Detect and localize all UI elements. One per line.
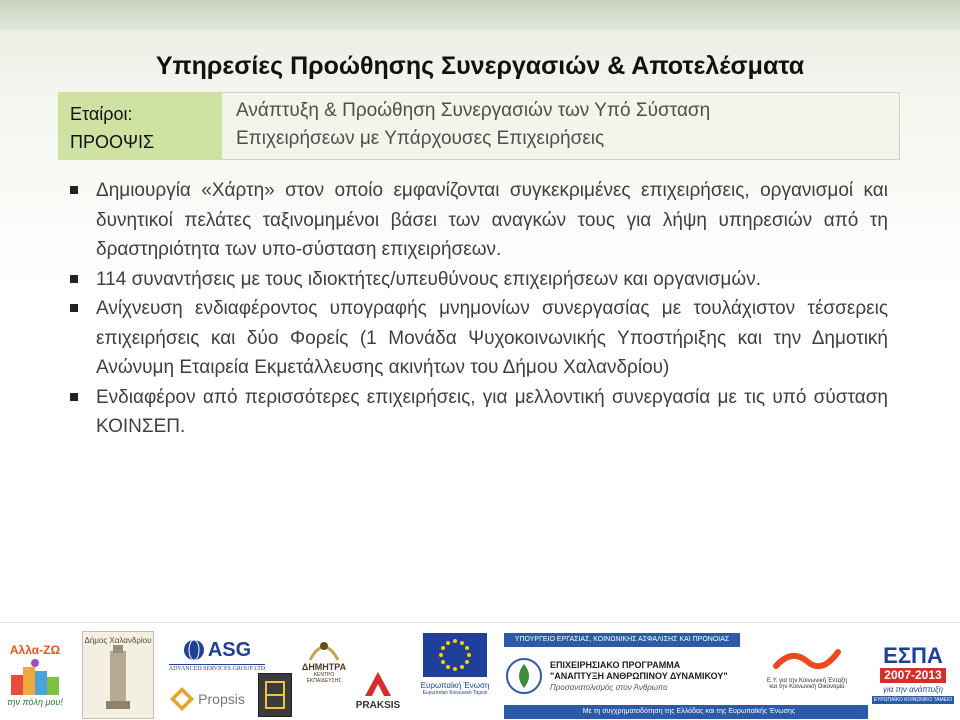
ey-swoosh-icon <box>772 644 842 678</box>
bullet-item <box>70 383 888 442</box>
asg-name: ASG <box>207 638 252 661</box>
partners-description-line1: Ανάπτυξη & Προώθηση Συνεργασιών των Υπό Σύσταση <box>236 100 711 121</box>
program-line3: Προσανατολισμός στον Άνθρωπο <box>550 682 668 692</box>
bullet-text: 114 συναντήσεις με τους ιδιοκτήτες/υπευθύνους επιχειρήσεων και οργανισμών. <box>96 268 761 290</box>
ministry-bar <box>504 633 740 647</box>
dimos-label: Δήμος Χαλανδρίου <box>84 636 152 645</box>
ey-line1: Ε.Υ. για την Κοινωνική Ένταξη <box>766 678 848 684</box>
espa-name: ΕΣΠΑ <box>883 643 943 668</box>
partners-label <box>58 92 222 160</box>
partners-description <box>236 97 886 153</box>
partner-mark-icon <box>262 678 288 712</box>
bullet-item <box>70 294 888 383</box>
dimitra-mark-icon <box>306 634 342 662</box>
allazo-title: Αλλα-ΖΩ <box>9 643 61 657</box>
bullet-list <box>70 176 888 442</box>
dimitra-name: ΔΗΜΗΤΡΑ <box>301 662 347 672</box>
propsis-mark-icon <box>169 686 195 712</box>
cofinance-bar <box>504 705 874 719</box>
espa-years: 2007-2013 <box>880 668 945 683</box>
dimitra-logo <box>298 631 350 687</box>
slide-title: Υπηρεσίες Προώθησης Συνεργασιών & Αποτελέσματα <box>155 52 805 80</box>
espa-fund: ΕΥΡΩΠΑΪΚΟ ΚΟΙΝΩΝΙΚΟ ΤΑΜΕΙΟ <box>873 697 953 703</box>
monument-icon <box>96 645 140 711</box>
eu-flag-icon <box>423 633 487 677</box>
square-partner-logo <box>258 673 292 717</box>
praksis-name: PRAKSIS <box>355 699 401 711</box>
partners-description-line2: Επιχειρήσεων με Υπάρχουσες Επιχειρήσεις <box>236 128 605 149</box>
praksis-mark-icon <box>361 670 395 700</box>
eu-label: Ευρωπαϊκή Ένωση <box>420 681 490 690</box>
espa-logo <box>868 629 958 719</box>
dimos-chalandriou-logo <box>82 631 154 719</box>
program-block <box>504 651 740 701</box>
bullet-text: Δημιουργία «Χάρτη» στον οποίο εμφανίζονται συγκεκριμένες επιχειρήσεις, οργανισμοί και δυνητικοί πελάτες ταξινομημένοι βάσει των αναγκών τους για λήψη υπηρεσιών από τη δραστηριότητα των υπο-σύσταση επιχειρήσεων. <box>96 180 888 260</box>
city-houses-icon <box>9 657 61 697</box>
top-decor-stripe <box>0 0 960 30</box>
square-bullet-icon <box>70 393 78 401</box>
footer-logos <box>0 622 960 720</box>
square-bullet-icon <box>70 275 78 283</box>
espa-slogan: για την ανάπτυξη <box>882 685 944 694</box>
program-text <box>550 660 728 693</box>
propsis-logo <box>166 681 248 717</box>
program-line2: "ΑΝΑΠΤΥΞΗ ΑΝΘΡΩΠΙΝΟΥ ΔΥΝΑΜΙΚΟΥ" <box>550 670 728 681</box>
propsis-name: Propsis <box>198 691 245 707</box>
square-bullet-icon <box>70 186 78 194</box>
asg-subtitle: ADVANCED SERVICES GROUP LTD <box>168 665 266 672</box>
ministry-text: ΥΠΟΥΡΓΕΙΟ ΕΡΓΑΣΙΑΣ, ΚΟΙΝΩΝΙΚΗΣ ΑΣΦΑΛΙΣΗΣ ΚΑΙ ΠΡΟΝΟΙΑΣ <box>514 636 730 643</box>
bullet-item <box>70 176 888 265</box>
ey-line2: και την Κοινωνική Οικονομία <box>769 684 845 690</box>
square-bullet-icon <box>70 304 78 312</box>
program-line1: ΕΠΙΧΕΙΡΗΣΙΑΚΟ ΠΡΟΓΡΑΜΜΑ <box>550 659 681 670</box>
greek-emblem-icon <box>504 656 544 696</box>
partners-label-line1: Εταίροι: <box>70 104 133 124</box>
praksis-logo <box>352 663 404 717</box>
bullet-text: Ενδιαφέρον από περισσότερες επιχειρήσεις, για μελλοντική συνεργασία με τις υπό σύσταση ΚΟΙΝΣΕΠ. <box>96 386 888 437</box>
partners-label-line2: ΠΡΟΟΨΙΣ <box>70 132 155 152</box>
ey-logo <box>752 633 862 701</box>
asg-globe-icon <box>183 639 205 661</box>
eu-fund-label: Ευρωπαϊκό Κοινωνικό Ταμείο <box>422 690 488 696</box>
eu-logo <box>418 633 492 717</box>
allazo-logo <box>6 633 64 717</box>
dimitra-subtitle: ΚΕΝΤΡΟ ΕΚΠΑΙΔΕΥΣΗΣ <box>306 672 342 684</box>
asg-mark <box>183 639 251 662</box>
allazo-slogan: την πόλη μου! <box>7 697 63 707</box>
cofinance-text: Με τη συγχρηματοδότηση της Ελλάδας και της Ευρωπαϊκής Ένωσης <box>582 708 796 715</box>
bullet-item <box>70 265 888 295</box>
asg-logo <box>166 633 268 677</box>
bullet-text: Ανίχνευση ενδιαφέροντος υπογραφής μνημονίων συνεργασίας με τουλάχιστον τέσσερεις επιχειρήσεις και δύο Φορείς (1 Μονάδα Ψυχοκοινωνικής Υποστήριξης και την Δημοτική Ανώνυμη Εταιρεία Εκμετάλλευσης ακινήτων του Δήμου Χαλανδρίου) <box>96 298 888 378</box>
